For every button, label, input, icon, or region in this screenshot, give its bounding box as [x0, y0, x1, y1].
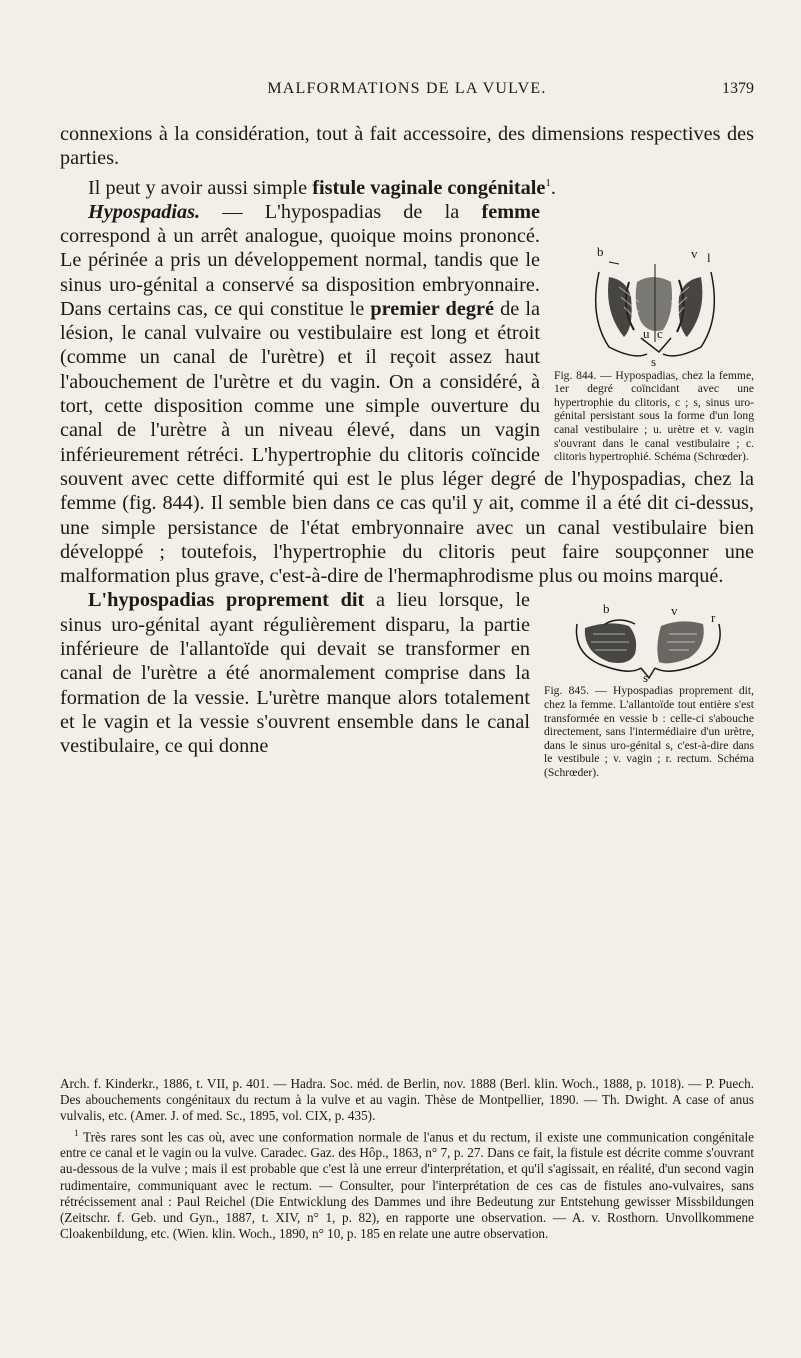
fig845-label-s: s	[643, 670, 649, 683]
p2-bold-term: fistule vaginale congénitale	[312, 176, 546, 199]
fig844-label-v: v	[691, 245, 698, 261]
fig844-label-l: l	[707, 249, 711, 265]
figure-845	[544, 602, 754, 779]
p4-bold-term: L'hypospadias proprement dit	[88, 589, 365, 612]
p3-femme: femme	[481, 200, 540, 223]
fig844-label-c: c	[657, 325, 663, 341]
footnote-1-text: Très rares sont les cas où, avec une conformation normale de l'anus et du rectum, il existe une communication congénitale entre ce canal et le vagin ou la vulve. Caradec. Gaz. des Hôp., 1863, n° 7, p. 27. Dans ce fait, la fistule est décrite comme s'ouvrant au-dessous de la vulve ; mais il est probable que c'est là une erreur d'interprétation, et qu'il s'agissait, en réalité, d'un second vagin rudimentaire, communiquant avec le rectum. — Consulter, pour l'interprétation de ces cas de fistules ano-vulvaires, sans rétrécissement anal : Paul Reichel (Die Entwicklung des Dammes und ihre Bedeutung zur Entstehung gewisser Missbildungen (Zeitschr. f. Geb. und Gyn., 1887, t. XIV, n° 1, p. 82), en rapporte une observation. — A. v. Rosthorn. Unvollkommene Cloakenbildung, etc. (Wien. klin. Woch., 1890, n° 10, p. 185 en relate une autre observation.	[60, 1129, 754, 1242]
p3-b: correspond à un arrêt analogue, quoique moins prononcé. Le périnée a pris un développement normal, tandis que le sinus uro-génital a conservé sa disposition embryonnaire. Dans certains cas, ce qui constitue le	[60, 224, 540, 320]
footnote-1-marker: 1	[74, 1127, 79, 1138]
footnote-ref-1: 1	[545, 176, 551, 189]
footnote-continuation: Arch. f. Kinderkr., 1886, t. VII, p. 401. — Hadra. Soc. méd. de Berlin, nov. 1888 (Berl. klin. Woch., 1888, p. 1018). — P. Puech. Des abouchements congénitaux du rectum à la vulve et au vagin. Thèse de Montpellier, 1890. — Th. Dwight. A case of anus vulvalis, etc. (Amer. J. of med. Sc., 1895, vol. CIX, p. 435).	[60, 1076, 754, 1124]
running-header	[60, 80, 754, 98]
figure-844	[554, 242, 754, 464]
footnote-1	[60, 1125, 754, 1243]
main-text	[60, 122, 754, 780]
fig844-label-u: u	[643, 325, 650, 341]
figure-844-caption: Fig. 844. — Hypospadias, chez la femme, 1er degré coïncidant avec une hypertrophie du clitoris, c ; s, sinus uro-génital persistant sous la forme d'un long canal vestibulaire ; u. urètre et v. vagin s'ouvrant dans le canal vestibulaire ; c. clitoris hypertrophié. Schéma (Schrœder).	[554, 368, 754, 464]
running-title: MALFORMATIONS DE LA VULVE.	[267, 80, 547, 97]
paragraph-2	[60, 171, 754, 200]
fig845-label-v: v	[671, 603, 678, 619]
figure-844-drawing	[579, 242, 729, 367]
p2-start: Il peut y avoir aussi simple	[88, 176, 313, 199]
fig845-label-b: b	[603, 602, 610, 617]
p4-rest: a lieu lorsque, le sinus uro-génital ayant régulièrement disparu, la partie inférieure de l'allantoïde qui devait se transformer en canal de l'urètre a été anormalement comprise dans la formation de la vessie. L'urètre manque alors totalement et le vagin et la vessie s'ouvrent ensemble dans le canal vestibulaire, ce qui donne	[60, 589, 530, 758]
paragraph-1: connexions à la considération, tout à fait accessoire, des dimensions respectives des parties.	[60, 123, 754, 170]
p3-a: — L'hypospadias de la	[200, 200, 482, 223]
footnotes	[60, 1076, 754, 1242]
fig845-label-r: r	[711, 610, 716, 626]
figure-845-drawing	[569, 602, 729, 682]
section-heading-hypospadias: Hypospadias.	[88, 200, 201, 223]
fig844-label-s: s	[651, 353, 657, 367]
fig844-label-b: b	[597, 243, 604, 259]
figure-845-caption: Fig. 845. — Hypospadias proprement dit, chez la femme. L'allantoïde tout entière s'est transformée en vessie b : celle-ci s'abouche directement, sans l'intermédiaire d'un urètre, dans le sinus uro-génital s, c'est-à-dire dans le vestibule ; v. vagin ; r. rectum. Schéma (Schrœder).	[544, 684, 754, 779]
p3-c: de la lésion, le canal vulvaire ou vestibulaire est long et étroit (comme un canal de l'urètre) et il reçoit assez haut l'abouchement de l'urètre et du vagin. On a considéré, à tort, cette disposition comme une simple ouverture du canal de l'urètre à un niveau élevé, dans un vagin inférieurement rétréci. L'hypertrophie du clitoris coïncide souvent avec cette difformité qui est le plus léger degré de l'hypospadias, chez la femme (fig. 844). Il semble bien dans ce cas qu'il y ait, comme il a été dit ci-dessus, une simple persistance de l'état embryonnaire avec un canal vestibulaire bien développé ; toutefois, l'hypertrophie du clitoris peut faire soupçonner une malformation plus grave, c'est-à-dire de l'hermaphrodisme plus ou moins marqué.	[60, 297, 754, 588]
p3-degree: premier degré	[370, 297, 494, 320]
page-number: 1379	[722, 80, 754, 97]
p2-end: .	[550, 176, 556, 199]
